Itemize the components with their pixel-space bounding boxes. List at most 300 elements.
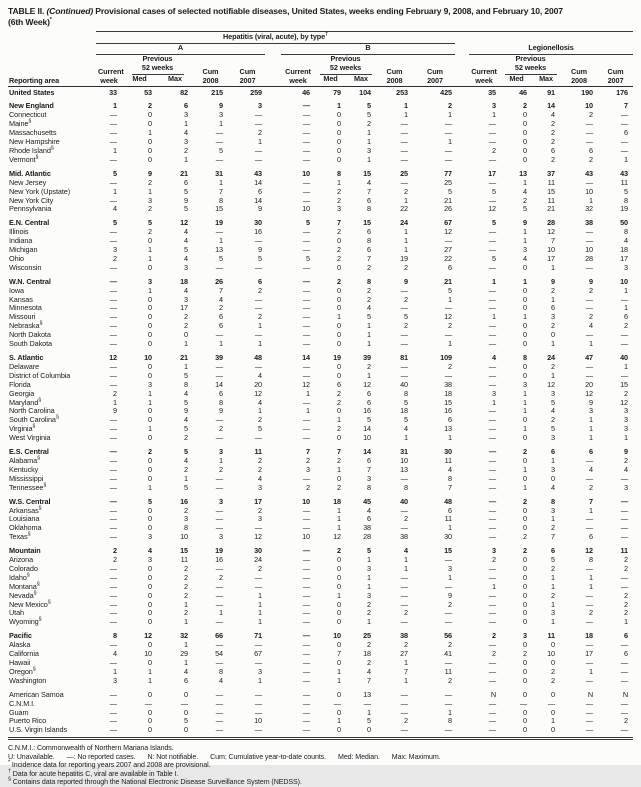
value-cell: 6 [367,397,371,407]
value-cell: — [620,496,629,506]
value-cell: 0 [148,262,152,272]
value-cell: 2 [523,546,528,556]
value-cell: 1 [448,339,453,349]
value-cell: — [109,236,117,246]
value-cell: 0 [148,464,152,474]
value-cell: 2 [448,599,453,609]
value-cell: 0 [148,145,152,155]
value-cell: 8 [219,666,223,676]
value-cell: — [400,285,408,295]
value-cell: 8 [219,397,223,407]
value-cell: 2 [404,608,408,618]
value-cell: 0 [523,555,528,565]
reporting-area-label: Nebraska§ [9,320,43,331]
value-cell: 0 [337,361,341,371]
value-cell: 9 [219,101,223,111]
value-cell: 82 [157,86,193,97]
value-cell: 12 [363,379,371,389]
value-cell: 0 [523,505,528,515]
value-cell: — [302,128,310,138]
value-cell: — [302,666,310,676]
value-cell: 11 [254,447,262,457]
value-cell: — [547,698,556,708]
value-cell: 2 [184,321,188,331]
value-cell: 1 [219,119,223,129]
value-cell: — [585,523,594,533]
value-cell: 1 [184,473,188,483]
table-row [8,677,633,686]
value-cell: 1 [624,361,629,371]
value-cell: — [109,590,117,600]
value-cell: 1 [148,128,152,138]
value-cell: 2 [551,415,556,425]
value-cell: — [585,119,594,129]
value-cell: 0 [148,406,152,416]
table-row [8,574,633,583]
footnote-marker: § [32,423,36,430]
value-cell: 4 [184,227,188,237]
value-cell: 6 [258,186,262,196]
value-cell: 4 [523,186,528,196]
value-cell: — [620,572,629,582]
value-cell: 1 [184,154,188,164]
value-cell: — [444,119,453,129]
value-cell: 1 [184,339,188,349]
value-cell: 5 [404,415,408,425]
value-cell: 6 [184,177,188,187]
value-cell: — [109,640,117,650]
value-cell: — [109,312,117,322]
value-cell: 17 [488,168,497,178]
table-row [8,618,633,627]
value-cell: 5 [184,397,188,407]
value-cell: 2 [184,572,188,582]
value-cell: 8 [367,204,371,214]
value-cell: 5 [492,218,497,228]
value-cell: 2 [367,640,371,650]
value-cell: 2 [404,514,408,524]
value-cell: — [400,689,408,699]
value-cell: — [215,725,223,735]
value-cell: 2 [404,294,408,304]
value-cell: 2 [258,563,262,573]
value-cell: 3 [624,262,629,272]
value-cell: 0 [523,330,528,340]
value-cell: 4 [184,455,188,465]
value-cell: 1 [551,262,556,272]
reporting-area-label: New Jersey [9,177,47,187]
value-cell: 2 [148,227,152,237]
value-cell: 6 [589,145,594,155]
value-cell: 3 [589,406,594,416]
table-row [8,237,633,246]
value-cell: 5 [184,245,188,255]
value-cell: 47 [585,353,594,362]
value-cell: — [302,110,310,120]
value-cell: 9 [148,168,152,178]
value-cell: 8 [184,523,188,533]
value-cell: — [109,716,117,726]
value-cell: — [585,675,594,685]
value-cell: 0 [337,433,341,443]
value-cell: 1 [184,599,188,609]
table-row [8,102,633,111]
value-cell: 7 [624,101,629,111]
value-cell: 2 [367,119,371,129]
reporting-area-label: Massachusetts [9,128,57,138]
value-cell: 13 [363,689,371,699]
value-cell: 1 [624,433,629,443]
value-cell: — [488,675,497,685]
value-cell: 12 [620,397,629,407]
value-cell: — [620,523,629,533]
value-cell: 5 [367,110,371,120]
value-cell: 3 [113,675,117,685]
value-cell: — [302,658,310,667]
value-cell: 1 [367,581,371,591]
value-cell: 1 [624,303,629,313]
value-cell: 2 [184,581,188,591]
value-cell: 2 [589,285,594,295]
table-row [8,111,633,120]
value-cell: 2 [492,555,497,565]
value-cell: — [400,617,408,627]
column-header-previous-52-weeks-leg: Previous 52 weeks [501,55,560,75]
value-cell: — [444,330,453,340]
value-cell: — [254,658,262,667]
value-cell: 2 [404,640,408,650]
value-cell: 1 [258,339,262,349]
value-cell: — [488,496,497,506]
value-cell: 0 [148,361,152,371]
value-cell: — [302,276,310,286]
value-cell: 1 [184,119,188,129]
value-cell: — [302,177,310,187]
value-cell: 0 [184,689,188,699]
value-cell: 3 [306,464,310,474]
value-cell: — [254,330,262,340]
value-cell: 8 [337,168,341,178]
value-cell: 1 [219,455,223,465]
value-cell: 9 [589,276,594,286]
reporting-area-label: Utah [9,608,25,618]
value-cell: 0 [523,473,528,483]
value-cell: 1 [492,276,497,286]
value-cell: 1 [448,707,453,717]
value-cell: — [488,415,497,425]
value-cell: 8 [448,716,453,726]
value-cell: — [109,707,117,717]
table-row [8,390,633,399]
value-cell: 0 [337,406,341,416]
value-cell: 1 [258,608,262,618]
table-row [8,547,633,556]
value-cell: 4 [551,406,556,416]
reporting-area-label: New Mexico§ [9,599,51,609]
value-cell: 2 [523,649,528,659]
value-cell: 2 [551,666,556,676]
value-cell: 0 [523,370,528,380]
value-cell: — [488,658,497,667]
value-cell: 5 [306,253,310,263]
column-header-max-b: Max [354,73,368,83]
value-cell: 5 [184,370,188,380]
value-cell: 7 [337,218,341,228]
value-cell: 6 [589,532,594,542]
value-cell: 2 [589,608,594,618]
value-cell: — [400,137,408,147]
value-cell: 12 [585,546,594,556]
value-cell: — [400,473,408,483]
group-header-legionellosis: Legionellosis [457,44,633,55]
reporting-area-label: Rhode Island§ [9,145,54,155]
value-cell: — [302,186,310,196]
value-cell: 14 [302,353,310,362]
value-cell: 2 [337,424,341,434]
value-cell: N [622,689,629,699]
value-cell: 1 [551,514,556,524]
value-cell: 1 [404,101,408,111]
value-cell: 0 [523,658,528,667]
value-cell: 2 [258,312,262,322]
value-cell: 0 [523,262,528,272]
value-cell: 5 [404,312,408,322]
value-cell: — [109,572,117,582]
reporting-area-label: Puerto Rico [9,716,47,726]
value-cell: 3 [367,473,371,483]
value-cell: — [254,725,262,735]
hepatitis-span-header: Hepatitis (viral, acute), by type† [96,32,457,44]
column-header-previous-52-weeks-a: Previous 52 weeks [122,55,193,75]
reporting-area-label: Mississippi [9,473,44,483]
value-cell: 1 [258,590,262,600]
value-cell: 1 [448,572,453,582]
value-cell: — [302,581,310,591]
value-cell: — [109,303,117,313]
footnote-marker: § [39,320,43,327]
value-cell: 12 [333,532,341,542]
value-cell: 40 [400,379,408,389]
value-cell: — [488,725,497,735]
value-cell: 6 [184,101,188,111]
value-cell: 0 [148,563,152,573]
value-cell: — [254,361,262,371]
value-cell: 4 [523,253,528,263]
value-cell: 4 [404,424,408,434]
value-cell: 0 [148,514,152,524]
reporting-area-label: South Carolina§ [9,414,59,425]
value-cell: 3 [258,101,262,111]
value-cell: 43 [620,168,629,178]
value-cell: 3 [148,276,152,286]
value-cell: — [215,617,223,627]
value-cell: 1 [306,388,310,398]
value-cell: — [109,532,117,542]
value-cell: 1 [148,397,152,407]
value-cell: 1 [448,433,453,443]
value-cell: — [254,262,262,272]
reporting-area-label: Connecticut [9,110,47,120]
value-cell: — [333,698,341,708]
value-cell: 1 [113,186,117,196]
notifiable-diseases-table [8,31,633,735]
value-cell: 2 [113,388,117,398]
value-cell: 1 [404,675,408,685]
value-cell: 2 [523,101,528,111]
value-cell: 0 [551,330,556,340]
table-row [8,533,633,542]
value-cell: 3 [551,433,556,443]
value-cell: 4 [367,666,371,676]
value-cell: 8 [113,631,117,641]
value-cell: 3 [523,631,528,641]
value-cell: 0 [148,725,152,735]
value-cell: 8 [404,482,408,492]
value-cell: — [585,303,594,313]
value-cell: 79 [315,86,346,97]
value-cell: 7 [448,482,453,492]
value-cell: 6 [448,262,453,272]
value-cell: 0 [523,321,528,331]
footnote-marker: § [35,154,39,161]
value-cell: 0 [148,119,152,129]
value-cell: 2 [448,675,453,685]
value-cell: — [215,581,223,591]
value-cell: 0 [523,675,528,685]
value-cell: 4 [367,303,371,313]
value-cell: 54 [215,649,223,659]
value-cell: 215 [193,86,228,97]
value-cell: 4 [367,177,371,187]
value-cell: 1 [551,339,556,349]
value-cell: 6 [367,514,371,524]
value-cell: 5 [219,253,223,263]
value-cell: 3 [367,145,371,155]
value-cell: 0 [337,370,341,380]
value-cell: — [488,617,497,627]
reporting-area-label: Virginia§ [9,423,36,434]
value-cell: — [254,303,262,313]
value-cell: 0 [148,707,152,717]
value-cell: 30 [444,447,453,457]
reporting-area-label: Mountain [9,546,41,556]
value-cell: — [444,128,453,138]
value-cell: — [109,110,117,120]
value-cell: — [109,370,117,380]
value-cell: 2 [551,590,556,600]
table-row [8,296,633,305]
value-cell: 11 [180,555,188,565]
footnote-abbreviations [8,753,633,762]
value-cell: 1 [523,482,528,492]
value-cell: 2 [624,321,629,331]
value-cell: 6 [624,649,629,659]
table-row [8,609,633,618]
value-cell: 0 [523,572,528,582]
value-cell: 5 [184,204,188,214]
value-cell: — [488,285,497,295]
value-cell: 17 [547,253,556,263]
value-cell: 66 [215,631,223,641]
value-cell: — [215,415,223,425]
value-cell: 4 [589,321,594,331]
value-cell: — [302,563,310,573]
value-cell: 9 [404,276,408,286]
reporting-area-label: Ohio [9,253,25,263]
value-cell: — [302,285,310,295]
value-cell: — [620,339,629,349]
value-cell: 5 [492,186,497,196]
reporting-area-label: W.N. Central [9,276,51,286]
value-cell: 24 [254,555,262,565]
value-cell: 77 [444,168,453,178]
value-cell: — [620,698,629,708]
value-cell: 1 [523,424,528,434]
value-cell: 31 [400,447,408,457]
value-cell: 10 [302,204,310,214]
value-cell: 12 [547,227,556,237]
value-cell: 3 [551,464,556,474]
table-row [8,668,633,677]
value-cell: 0 [337,137,341,147]
value-cell: — [302,137,310,147]
value-cell: 0 [337,339,341,349]
value-cell: 4 [404,546,408,556]
reporting-area-label: Oklahoma [9,523,42,533]
value-cell: 13 [444,424,453,434]
value-cell: — [400,128,408,138]
value-cell: — [109,276,117,286]
value-cell: 0 [551,473,556,483]
value-cell: — [215,689,223,699]
reporting-area-label: Arkansas§ [9,505,42,515]
value-cell: 3 [184,262,188,272]
value-cell: — [488,482,497,492]
column-header-current-week-leg: Current week [471,66,497,85]
value-cell: 0 [148,581,152,591]
table-row [8,556,633,565]
value-cell: 9 [589,397,594,407]
value-cell: — [620,640,629,650]
table-row [8,583,633,592]
reporting-area-label: North Carolina [9,406,55,416]
value-cell: 18 [444,388,453,398]
value-cell: 0 [184,707,188,717]
value-cell: 10 [547,245,556,255]
table-row [8,448,633,457]
value-cell: 3 [624,415,629,425]
table-row [8,592,633,601]
footnote-cnmi: C.N.M.I.: Commonwealth of Northern Mariana Islands. [8,744,174,753]
value-cell: 2 [367,608,371,618]
value-cell: — [215,590,223,600]
footnote-marker: § [33,590,37,597]
value-cell: 6 [589,447,594,457]
value-cell: — [444,154,453,164]
value-cell: 21 [444,195,453,205]
value-cell: — [400,599,408,609]
value-cell: — [109,195,117,205]
value-cell: 7 [367,675,371,685]
value-cell: 0 [523,608,528,618]
value-cell: 27 [444,245,453,255]
value-cell: 0 [523,716,528,726]
table-row [8,363,633,372]
value-cell: — [215,599,223,609]
value-cell: 2 [551,137,556,147]
value-cell: 14 [363,424,371,434]
value-cell: 2 [624,563,629,573]
